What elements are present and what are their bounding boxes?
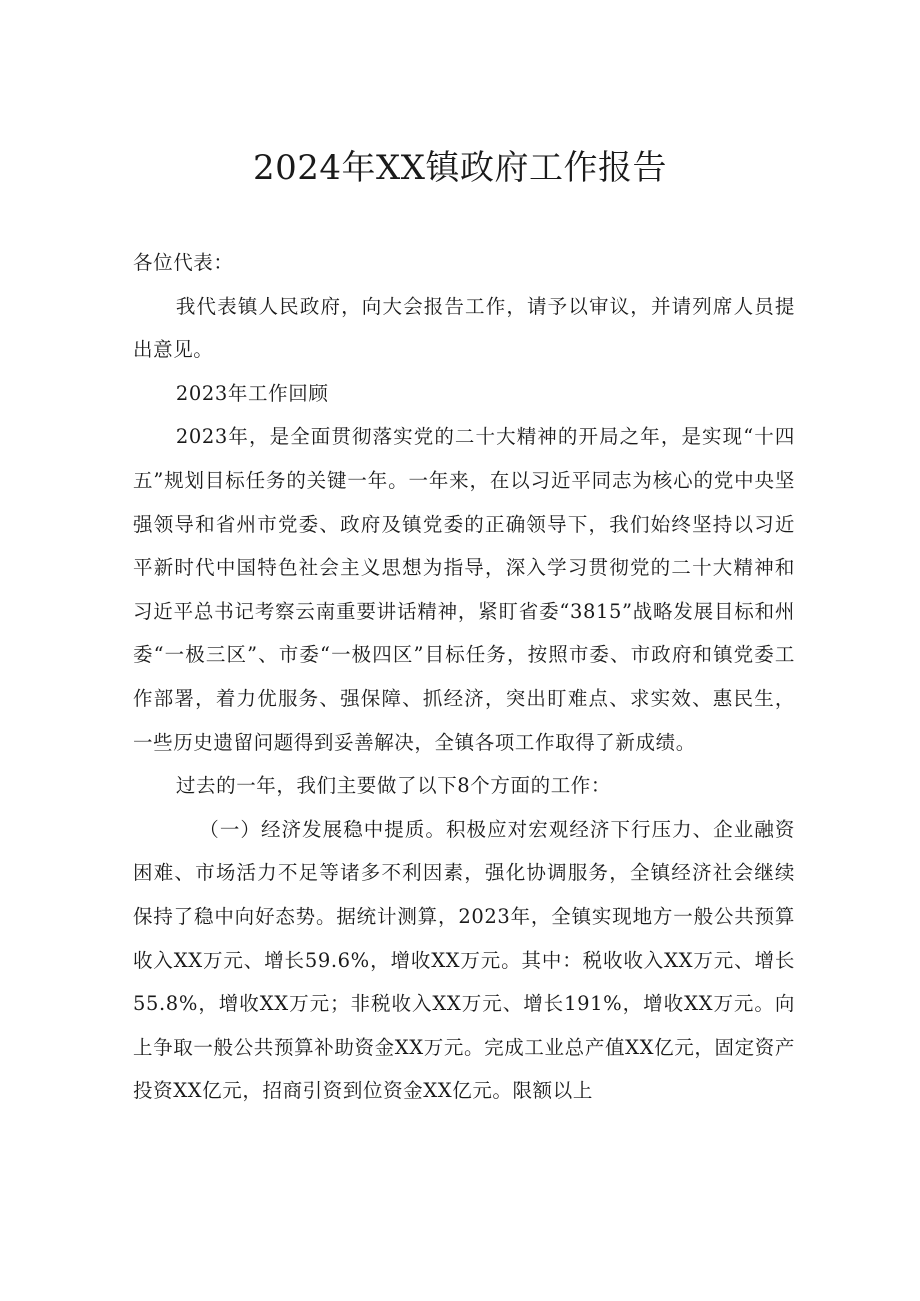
section-heading: 2023年工作回顾	[175, 381, 329, 405]
paragraph-economy: （一）经济发展稳中提质。积极应对宏观经济下行压力、企业融资困难、市场活力不足等诸多不利因素，强化协调服务，全镇经济社会继续保持了稳中向好态势。据统计测算，2023年，全镇实现地方一般公共预算收入XX万元、增长59.6%，增收XX万元。其中：税收收入XX万元、增长55.8%，增收XX万元；非税收入XX万元、增长191%，增收XX万元。向上争取一般公共预算补助资金XX万元。完成工业总产值XX亿元，固定资产投资XX亿元，招商引资到位资金XX亿元。限额以上	[133, 817, 795, 1103]
paragraph-review: 2023年，是全面贯彻落实党的二十大精神的开局之年，是实现“十四五”规划目标任务的关键一年。一年来，在以习近平同志为核心的党中央坚强领导和省州市党委、政府及镇党委的正确领导下，我们始终坚持以习近平新时代中国特色社会主义思想为指导，深入学习贯彻党的二十大精神和习近平总书记考察云南重要讲话精神，紧盯省委“3815”战略发展目标和州委“一极三区”、市委“一极四区”目标任务，按照市委、市政府和镇党委工作部署，着力优服务、强保障、抓经济，突出盯难点、求实效、惠民生，一些历史遗留问题得到妥善解决，全镇各项工作取得了新成绩。	[133, 425, 795, 754]
document-body	[133, 241, 795, 1113]
document-title: 2024年XX镇政府工作报告	[253, 148, 667, 188]
paragraph-opening: 我代表镇人民政府，向大会报告工作，请予以审议，并请列席人员提出意见。	[133, 294, 795, 362]
paragraph-work-summary: 过去的一年，我们主要做了以下8个方面的工作：	[175, 774, 611, 798]
greeting: 各位代表：	[133, 251, 234, 274]
